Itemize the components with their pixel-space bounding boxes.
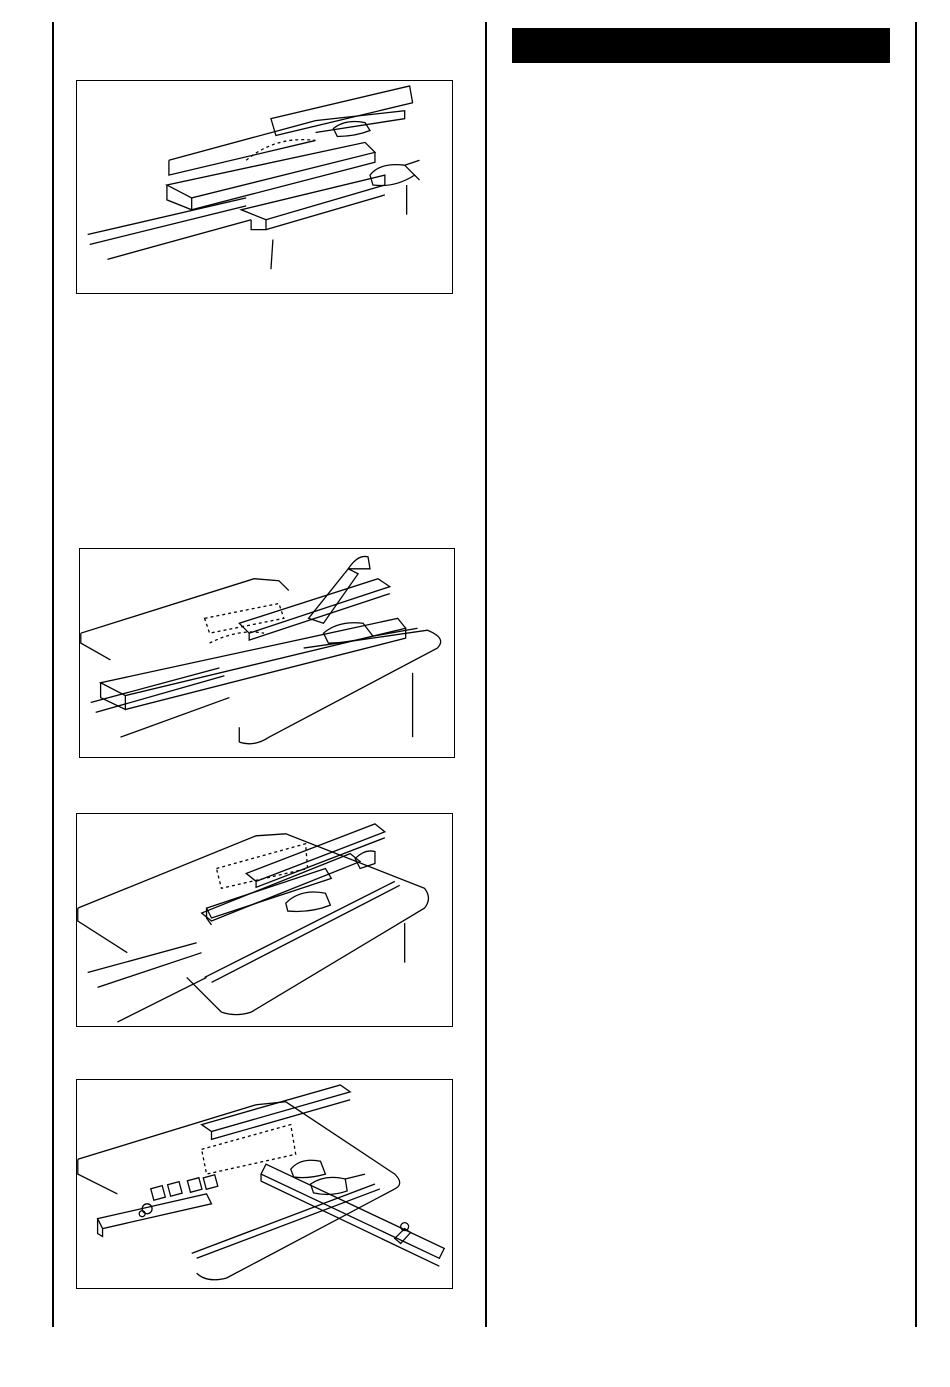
figure-push-stick bbox=[79, 548, 455, 758]
figure-crosscut-drawing bbox=[77, 1080, 452, 1288]
figure-auxiliary-guide bbox=[76, 813, 453, 1027]
left-margin-rule bbox=[52, 22, 54, 1327]
center-column-rule bbox=[485, 22, 487, 1327]
figure-crosscut bbox=[76, 1079, 453, 1289]
figure-rip-cut-drawing bbox=[77, 81, 452, 293]
figure-rip-cut bbox=[76, 80, 453, 294]
right-margin-rule bbox=[915, 22, 917, 1327]
section-header-text bbox=[512, 35, 524, 55]
figure-auxiliary-guide-drawing bbox=[77, 814, 452, 1026]
section-header-bar bbox=[512, 28, 890, 63]
figure-push-stick-drawing bbox=[80, 549, 454, 757]
